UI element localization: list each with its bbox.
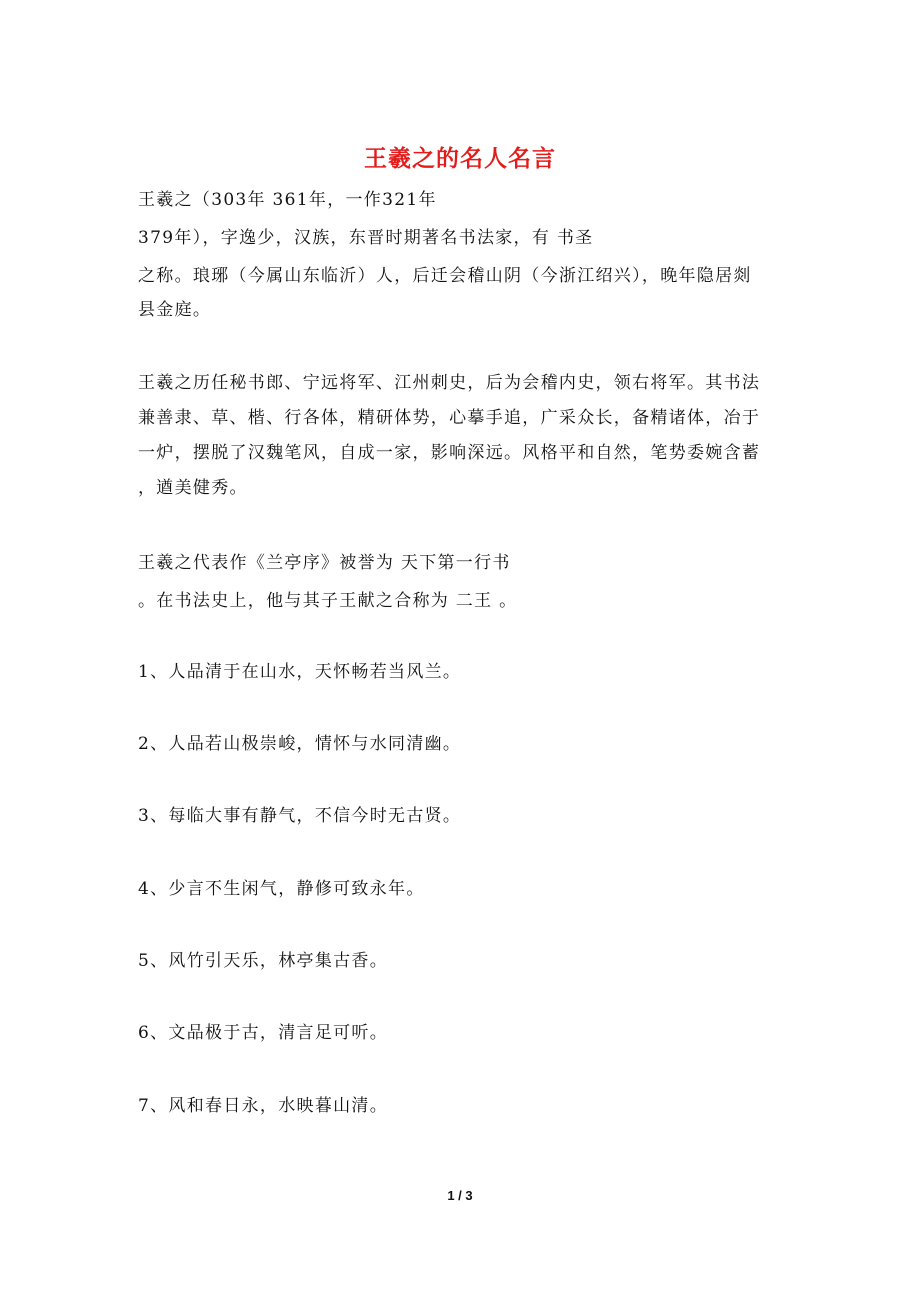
quote-item: 3、每临大事有静气，不信今时无古贤。 <box>138 806 462 826</box>
quote-item: 2、人品若山极崇峻，情怀与水同清幽。 <box>138 734 462 754</box>
intro-line-3: 之称。琅琊（今属山东临沂）人，后迁会稽山阴（今浙江绍兴），晚年隐居剡 <box>138 266 752 286</box>
intro-line-2: 379年），字逸少，汉族，东晋时期著名书法家，有 书圣 <box>138 228 594 248</box>
page-number: 1 / 3 <box>447 1188 473 1203</box>
career-line-1: 王羲之历任秘书郎、宁远将军、江州刺史，后为会稽内史，领右将军。其书法 <box>138 373 761 393</box>
document-title: 王羲之的名人名言 <box>364 146 556 172</box>
intro-line-4: 县金庭。 <box>138 300 212 320</box>
career-line-3: 一炉，摆脱了汉魏笔风，自成一家，影响深远。风格平和自然，笔势委婉含蓄 <box>138 443 761 463</box>
quote-item: 4、少言不生闲气，静修可致永年。 <box>138 879 425 899</box>
intro-line-1: 王羲之（303年 361年，一作321年 <box>138 190 437 210</box>
quote-item: 1、人品清于在山水，天怀畅若当风兰。 <box>138 662 462 682</box>
career-line-2: 兼善隶、草、楷、行各体，精研体势，心摹手追，广采众长，备精诸体，冶于 <box>138 408 761 428</box>
career-line-4: ，遒美健秀。 <box>138 478 248 498</box>
masterpiece-line-2: 。在书法史上，他与其子王献之合称为 二王 。 <box>138 591 518 611</box>
quote-item: 5、风竹引天乐，林亭集古香。 <box>138 951 389 971</box>
quote-item: 6、文品极于古，清言足可听。 <box>138 1023 389 1043</box>
masterpiece-line-1: 王羲之代表作《兰亭序》被誉为 天下第一行书 <box>138 553 511 573</box>
quote-item: 7、风和春日永，水映暮山清。 <box>138 1096 389 1116</box>
